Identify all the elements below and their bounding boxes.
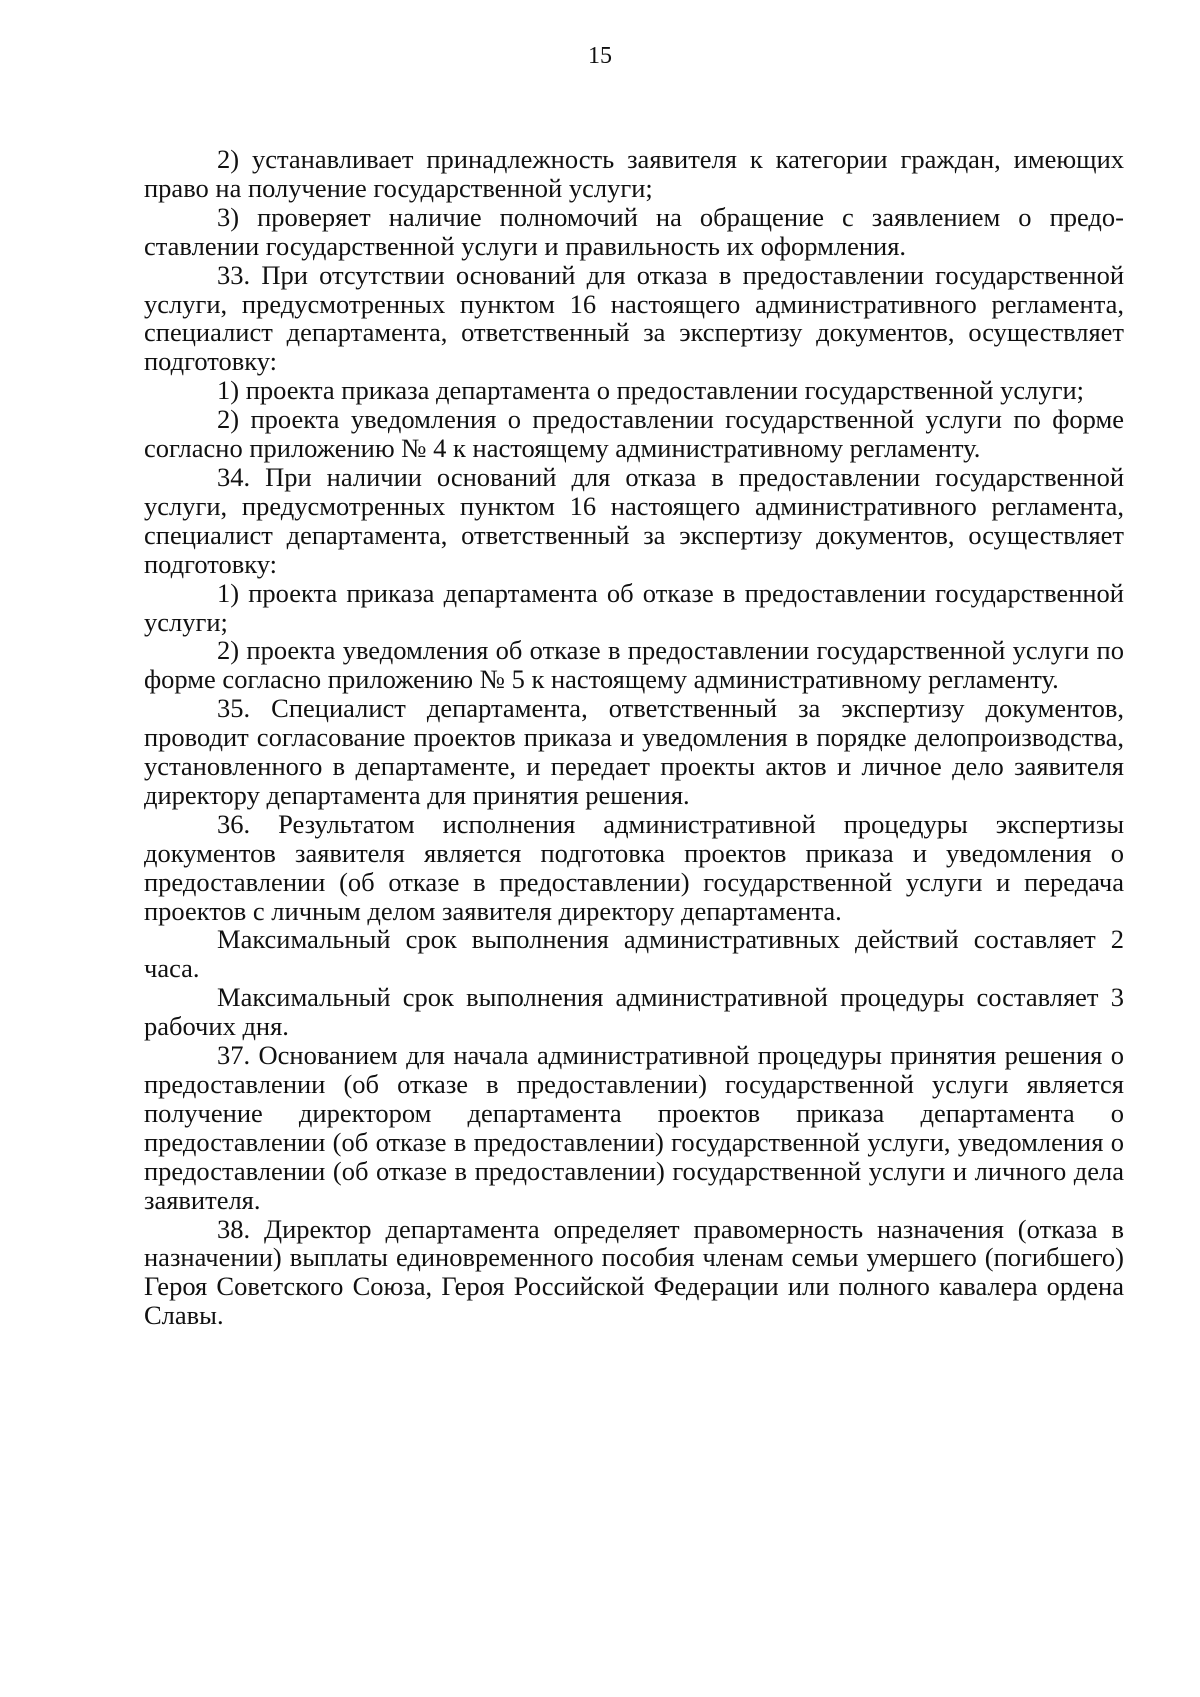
- paragraph-37: 37. Основанием для начала административной процедуры принятия решения о предоставлении (об отказе в предоставлении) государственной услуги является получение директором департамента проектов приказа департамента о предоставлении (об отказе в предоставлении) государственной услуги, уведомления о предоставлении (об отказе в предоставлении) государственной услуги и личного дела заявителя.: [144, 1040, 1124, 1215]
- paragraph-38: 38. Директор департамента определяет правомерность назначения (отказа в назначении) выплаты единовременного пособия членам семьи умершего (погибшего) Героя Советского Союза, Героя Российской Федерации или полного кавалера ордена Славы.: [144, 1213, 1124, 1331]
- paragraph-33: 33. При отсутствии оснований для отказа в предоставлении государственной услуги, предусмотренных пунктом 16 настоящего административного регламента, специалист департамента, ответственный за экспертизу документов, осуществляет подготовку:: [144, 259, 1124, 377]
- paragraph-34-item-1: 1) проекта приказа департамента об отказе в предоставлении государственной услуги;: [144, 577, 1124, 637]
- paragraph-max-term-procedure: Максимальный срок выполнения административной процедуры составляет 3 рабочих дня.: [144, 982, 1124, 1042]
- page-number: 15: [588, 43, 612, 69]
- paragraph-36: 36. Результатом исполнения административной процедуры экспертизы документов заявителя является подготовка проектов приказа и уведомления о предоставлении (об отказе в предоставлении) государственной услуги и передача проектов с личным делом заявителя директору департамента.: [144, 808, 1124, 926]
- paragraph-33-item-1: 1) проекта приказа департамента о предоставлении государственной услуги;: [217, 375, 1084, 406]
- paragraph-34: 34. При наличии оснований для отказа в предоставлении государственной услуги, предусмотренных пунктом 16 настоящего административного регламента, специалист департамента, ответственный за экспертизу документов, осуществляет подготовку:: [144, 461, 1124, 579]
- paragraph-max-term-actions: Максимальный срок выполнения административных действий составляет 2 часа.: [144, 924, 1124, 984]
- paragraph-item-2: 2) устанавливает принадлежность заявителя к категории граждан, имеющих право на получение государственной услуги;: [144, 144, 1124, 203]
- paragraph-34-item-2: 2) проекта уведомления об отказе в предоставлении государственной услуги по форме согласно приложению № 5 к настоящему административному регламенту.: [144, 635, 1124, 695]
- paragraph-item-3: 3) проверяет наличие полномочий на обращение с заявлением о предоставлении государственной услуги и правильность их оформления.: [144, 201, 1124, 261]
- document-body: [144, 145, 1124, 1330]
- paragraph-35: 35. Специалист департамента, ответственный за экспертизу документов, проводит согласование проектов приказа и уведомления в порядке делопроизводства, установленного в департаменте, и передает проекты актов и личное дело заявителя директору департамента для принятия решения.: [144, 693, 1124, 810]
- paragraph-33-item-2: 2) проекта уведомления о предоставлении государственной услуги по форме согласно приложению № 4 к настоящему административному регламенту.: [144, 404, 1124, 464]
